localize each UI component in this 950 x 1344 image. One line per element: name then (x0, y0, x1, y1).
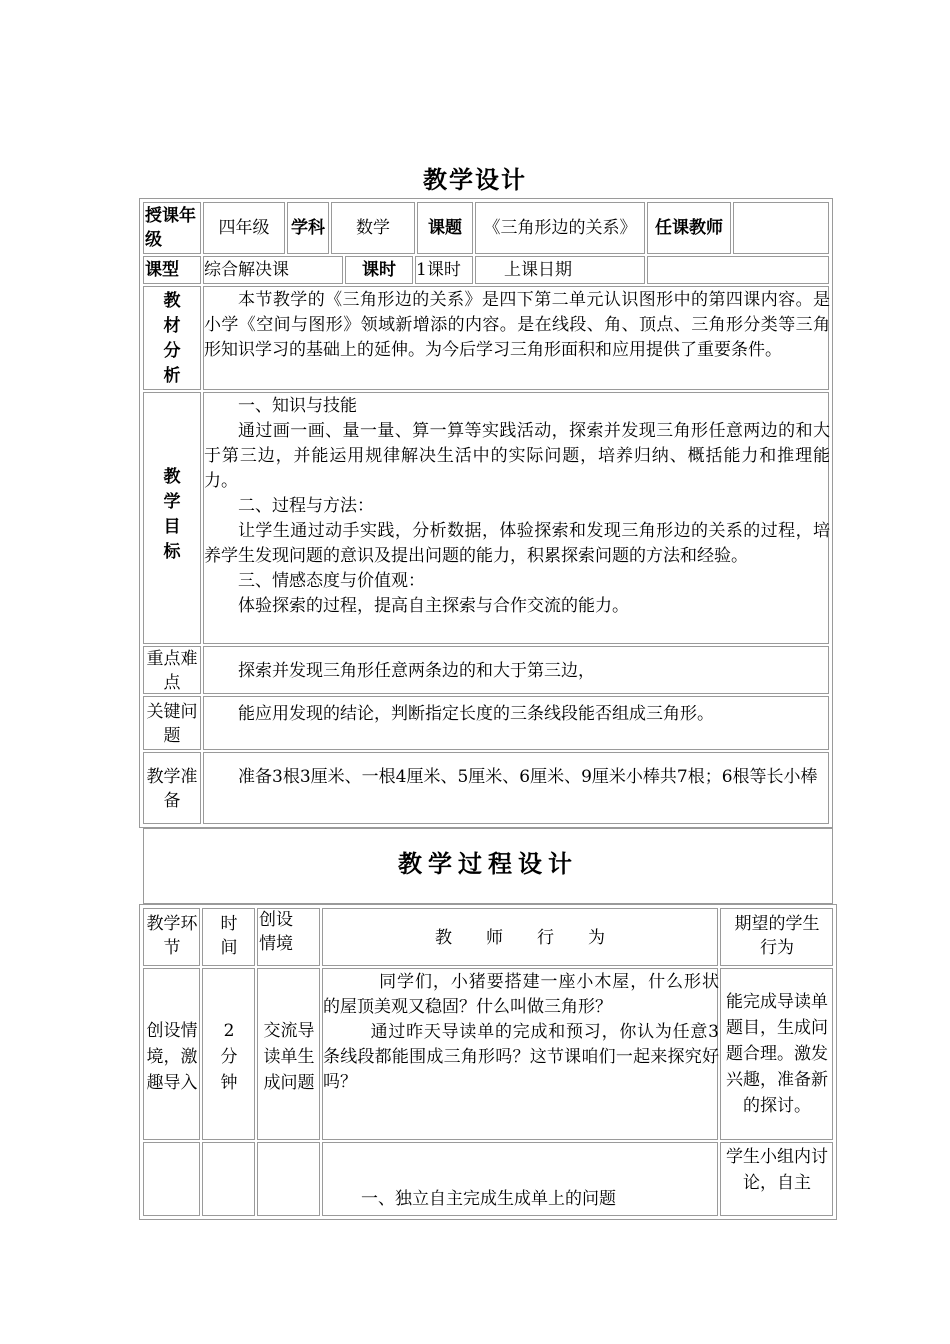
key-text-cell (203, 646, 829, 694)
type-label: 课型 (145, 260, 179, 280)
period-value: 1课时 (416, 260, 461, 280)
prep-text-cell (203, 752, 829, 824)
crux-text: 能应用发现的结论，判断指定长度的三条线段能否组成三角形。 (238, 704, 714, 724)
row1-student-cell (720, 968, 833, 1140)
grade-value-cell (203, 202, 285, 254)
teacher-label-cell (647, 202, 731, 254)
topic-value-cell (475, 202, 645, 254)
grade-label: 授课年级 (145, 206, 196, 250)
teacher-value-cell (733, 202, 829, 254)
process-title-cell (143, 828, 833, 904)
row2-student: 学生小组内讨论，自主 (726, 1147, 828, 1193)
prep-label: 教学准备 (146, 767, 198, 811)
row2-teacher-para-1: 一、独立自主完成生成单上的问题 (361, 1189, 616, 1209)
period-value-cell (415, 256, 473, 284)
row1-teacher-para-1: 同学们，小猪要搭建一座小木屋，什么形状的屋顶美观又稳固？什么叫做三角形？ (323, 972, 719, 1017)
head-student-cell (720, 908, 833, 966)
type-value: 综合解决课 (204, 260, 289, 280)
goals-para-1: 通过画一画、量一量、算一算等实践活动，探索并发现三角形任意两边的和大于第三边，并能运用规律解决生活中的实际问题，培养归纳、概括能力和推理能力。 (204, 421, 830, 491)
head-teacher-cell (322, 908, 718, 966)
row1-teacher-cell (322, 968, 718, 1140)
topic-label: 课题 (428, 218, 462, 238)
goals-label-cell (143, 392, 201, 644)
type-value-cell (203, 256, 343, 284)
crux-label-cell (143, 696, 201, 750)
material-label-cell (143, 286, 201, 390)
goals-text-cell (203, 392, 829, 644)
row1-student: 能完成导读单题目，生成问题合理。激发兴趣，准备新的探讨。 (726, 992, 828, 1116)
head-stage-cell (143, 908, 200, 966)
row2-teacher-cell (322, 1142, 718, 1216)
date-value-cell (647, 256, 829, 284)
goals-para-3: 体验探索的过程，提高自主探索与合作交流的能力。 (238, 596, 629, 616)
type-label-cell (143, 256, 201, 284)
material-label: 教材分析 (163, 291, 181, 386)
subject-label-cell (287, 202, 329, 254)
process-title: 教学过程设计 (398, 849, 578, 878)
page-title: 教学设计 (423, 165, 527, 194)
goals-heading-2: 二、过程与方法： (238, 496, 374, 516)
head-stage: 教学环节 (146, 914, 198, 958)
row1-stage: 创设情境，激趣导入 (146, 1021, 198, 1093)
goals-para-2: 让学生通过动手实践，分析数据，体验探索和发现三角形边的关系的过程，培养学生发现问题的意识及提出问题的能力，积累探索问题的方法和经验。 (204, 521, 830, 566)
head-teacher: 教 师 行 为 (435, 928, 605, 948)
row1-scene: 交流导读单生成问题 (263, 1021, 315, 1093)
subject-value-cell (331, 202, 415, 254)
period-label: 课时 (362, 260, 396, 280)
teacher-label: 任课教师 (655, 218, 723, 238)
period-label-cell (345, 256, 413, 284)
date-label: 上课日期 (504, 260, 572, 280)
topic-label-cell (417, 202, 473, 254)
key-text: 探索并发现三角形任意两条边的和大于第三边， (238, 661, 595, 681)
head-student: 期望的学生行为 (734, 914, 820, 958)
date-label-cell (475, 256, 645, 284)
head-scene-cell (257, 908, 320, 966)
topic-value: 《三角形边的关系》 (483, 218, 637, 238)
grade-label-cell (143, 202, 201, 254)
goals-heading-1: 一、知识与技能 (238, 396, 357, 416)
prep-text: 准备3根3厘米、一根4厘米、5厘米、6厘米、9厘米小棒共7根；6根等长小棒 (238, 767, 818, 787)
crux-text-cell (203, 696, 829, 750)
row1-time-cell (202, 968, 255, 1140)
row2-time-cell (202, 1142, 255, 1216)
goals-heading-3: 三、情感态度与价值观： (238, 571, 425, 591)
head-scene: 创设情境 (259, 910, 293, 954)
head-time: 时间 (220, 914, 238, 958)
row1-teacher-para-2: 通过昨天导读单的完成和预习，你认为任意3条线段都能围成三角形吗？这节课咱们一起来探究好吗？ (323, 1022, 719, 1092)
row1-stage-cell (143, 968, 200, 1140)
crux-label: 关键问题 (146, 702, 198, 746)
key-label: 重点难点 (146, 649, 198, 693)
row2-scene-cell (257, 1142, 320, 1216)
subject-label: 学科 (291, 218, 325, 238)
row2-stage-cell (143, 1142, 200, 1216)
key-label-cell (143, 646, 201, 694)
row1-time: 2分钟 (220, 1021, 238, 1093)
row2-student-cell (720, 1142, 833, 1216)
subject-value: 数学 (356, 218, 390, 238)
goals-label: 教学目标 (163, 467, 181, 562)
material-text-cell (203, 286, 829, 390)
row1-scene-cell (257, 968, 320, 1140)
grade-value: 四年级 (218, 218, 270, 238)
head-time-cell (202, 908, 255, 966)
prep-label-cell (143, 752, 201, 824)
material-text: 本节教学的《三角形边的关系》是四下第二单元认识图形中的第四课内容。是小学《空间与图形》领域新增添的内容。是在线段、角、顶点、三角形分类等三角形知识学习的基础上的延伸。为今后学习三角形面积和应用提供了重要条件。 (204, 290, 830, 360)
